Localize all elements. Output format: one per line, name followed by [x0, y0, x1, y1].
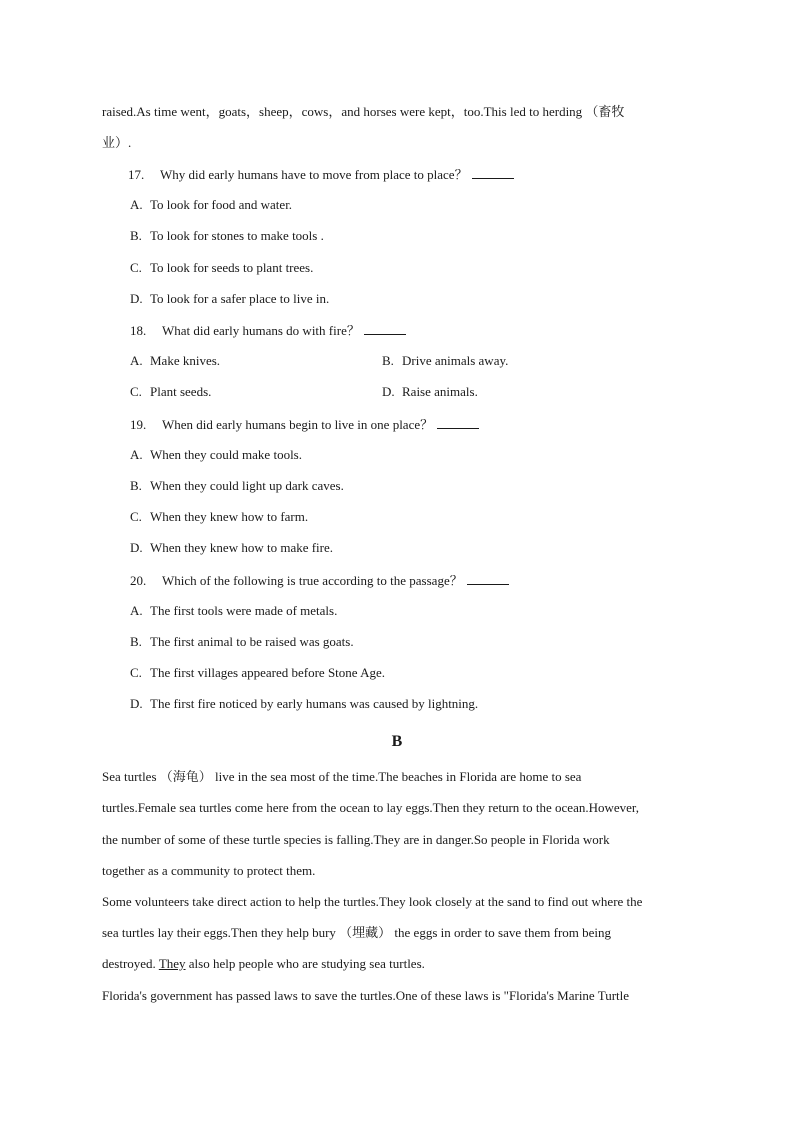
passage-a-line: raised.As time went，goats，sheep，cows，and horses were kept，too.This led to herding （畜牧: [102, 104, 625, 119]
option-20d[interactable]: D. The first fire noticed by early humans was caused by lightning.: [130, 696, 479, 711]
passage-b-line: sea turtles lay their eggs.Then they help bury （埋藏） the eggs in order to save them from being: [102, 925, 612, 940]
passage-b-line: together as a community to protect them.: [102, 863, 316, 878]
underlined-word: They: [158, 956, 186, 971]
question-number: 18.: [130, 323, 147, 338]
question-number: 19.: [130, 417, 147, 432]
option-17d[interactable]: D. To look for a safer place to live in.: [130, 291, 330, 306]
option-17b[interactable]: B. To look for stones to make tools .: [130, 228, 324, 243]
passage-b-line: destroyed. They also help people who are studying sea turtles.: [102, 956, 425, 971]
question-stem: Why did early humans have to move from place to place？: [160, 167, 468, 182]
option-17a[interactable]: A. To look for food and water.: [130, 197, 293, 212]
question-20: [130, 572, 509, 589]
passage-b-line: Florida's government has passed laws to save the turtles.One of these laws is "Florida's Marine Turtle: [102, 988, 630, 1003]
passage-b-line: the number of some of these turtle species is falling.They are in danger.So people in Florida work: [102, 832, 610, 847]
question-19: [130, 416, 479, 433]
answer-blank[interactable]: [472, 166, 514, 179]
answer-blank[interactable]: [364, 322, 406, 335]
option-19c[interactable]: C. When they knew how to farm.: [130, 509, 309, 524]
question-stem: Which of the following is true according to the passage？: [162, 573, 463, 588]
question-number: 17.: [128, 167, 145, 182]
question-stem: When did early humans begin to live in one place？: [162, 417, 434, 432]
option-20a[interactable]: A. The first tools were made of metals.: [130, 603, 338, 618]
passage-b-line: turtles.Female sea turtles come here from the ocean to lay eggs.Then they return to the ocean.However,: [102, 800, 639, 815]
option-19a[interactable]: A. When they could make tools.: [130, 447, 302, 462]
option-20c[interactable]: C. The first villages appeared before Stone Age.: [130, 665, 385, 680]
option-18a[interactable]: A. Make knives.: [130, 353, 221, 368]
question-17: [128, 166, 514, 183]
option-20b[interactable]: B. The first animal to be raised was goats.: [130, 634, 354, 649]
option-18b[interactable]: B. Drive animals away.: [382, 353, 509, 368]
question-number: 20.: [130, 573, 147, 588]
answer-blank[interactable]: [437, 416, 479, 429]
question-18: [130, 322, 406, 339]
option-17c[interactable]: C. To look for seeds to plant trees.: [130, 260, 314, 275]
section-heading: B: [391, 733, 403, 750]
passage-b-line: Sea turtles （海龟） live in the sea most of the time.The beaches in Florida are home to sea: [102, 769, 582, 784]
passage-a-line: 业）.: [102, 135, 132, 150]
option-19b[interactable]: B. When they could light up dark caves.: [130, 478, 344, 493]
question-stem: What did early humans do with fire？: [162, 323, 360, 338]
option-18d[interactable]: D. Raise animals.: [382, 384, 478, 399]
passage-b-line: Some volunteers take direct action to help the turtles.They look closely at the sand to find out where the: [102, 894, 643, 909]
option-19d[interactable]: D. When they knew how to make fire.: [130, 540, 334, 555]
option-18c[interactable]: C. Plant seeds.: [130, 384, 212, 399]
answer-blank[interactable]: [467, 572, 509, 585]
